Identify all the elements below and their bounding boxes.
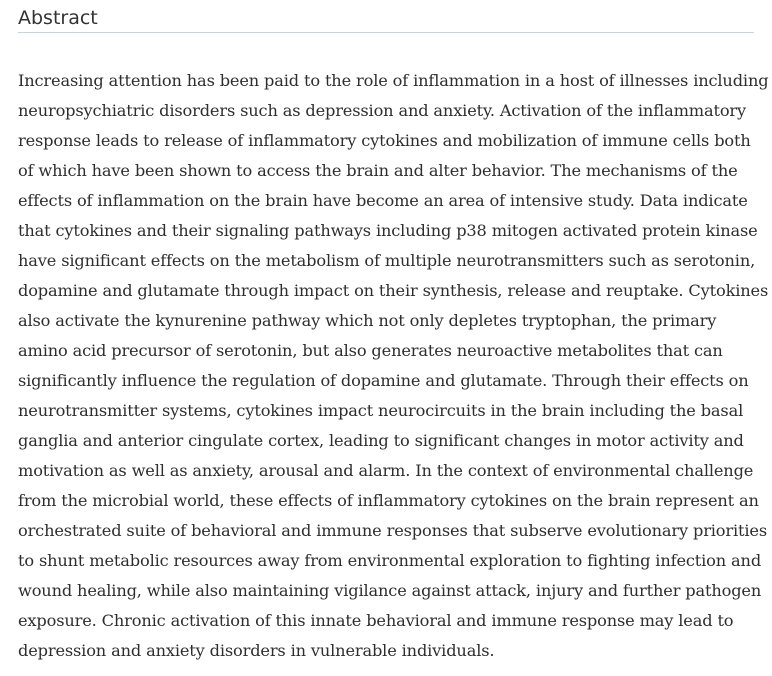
abstract-line: amino acid precursor of serotonin, but also generates neuroactive metabolites that can: [18, 341, 723, 360]
abstract-line: response leads to release of inflammatory cytokines and mobilization of immune cells both: [18, 131, 751, 150]
abstract-line: of which have been shown to access the brain and alter behavior. The mechanisms of the: [18, 161, 738, 180]
abstract-line: Increasing attention has been paid to the role of inflammation in a host of illnesses including: [18, 71, 769, 90]
abstract-line: depression and anxiety disorders in vulnerable individuals.: [18, 641, 495, 660]
abstract-body: [18, 33, 769, 666]
abstract-line: motivation as well as anxiety, arousal and alarm. In the context of environmental challenge: [18, 461, 754, 480]
abstract-heading: Abstract: [18, 0, 754, 33]
abstract-line: neuropsychiatric disorders such as depression and anxiety. Activation of the inflammatory: [18, 101, 747, 120]
abstract-line: neurotransmitter systems, cytokines impact neurocircuits in the brain including the basal: [18, 401, 744, 420]
abstract-line: that cytokines and their signaling pathways including p38 mitogen activated protein kinase: [18, 221, 758, 240]
abstract-line: effects of inflammation on the brain have become an area of intensive study. Data indicate: [18, 191, 748, 210]
abstract-line: dopamine and glutamate through impact on their synthesis, release and reuptake. Cytokines: [18, 281, 769, 300]
abstract-line: wound healing, while also maintaining vigilance against attack, injury and further pathogen: [18, 581, 762, 600]
abstract-section: [18, 0, 769, 666]
abstract-line: also activate the kynurenine pathway which not only depletes tryptophan, the primary: [18, 311, 717, 330]
abstract-line: significantly influence the regulation of dopamine and glutamate. Through their effects on: [18, 371, 749, 390]
abstract-line: orchestrated suite of behavioral and immune responses that subserve evolutionary priorities: [18, 521, 767, 540]
abstract-line: from the microbial world, these effects of inflammatory cytokines on the brain represent an: [18, 491, 759, 510]
abstract-line: ganglia and anterior cingulate cortex, leading to significant changes in motor activity and: [18, 431, 744, 450]
abstract-line: have significant effects on the metabolism of multiple neurotransmitters such as serotonin,: [18, 251, 756, 270]
abstract-line: to shunt metabolic resources away from environmental exploration to fighting infection and: [18, 551, 762, 570]
abstract-line: exposure. Chronic activation of this innate behavioral and immune response may lead to: [18, 611, 734, 630]
